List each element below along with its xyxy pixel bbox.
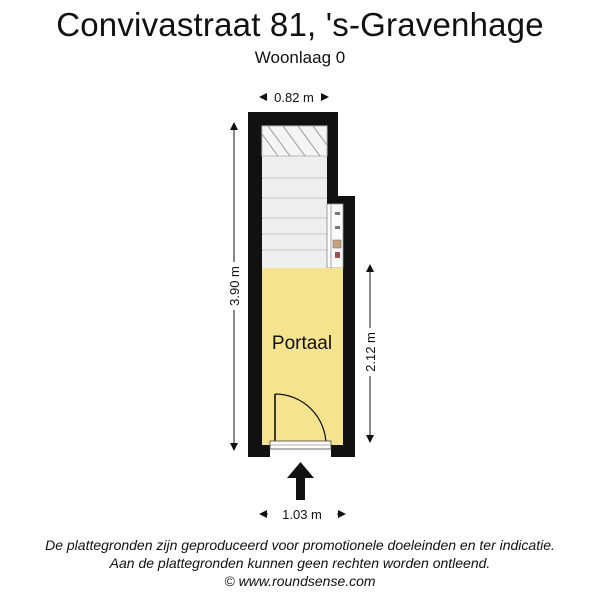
dimension-right-label: 2.12 m: [363, 332, 378, 372]
disclaimer-line-1: De plattegronden zijn geproduceerd voor promotionele doeleinden en ter indicatie.: [45, 537, 555, 553]
page-title: Convivastraat 81, 's-Gravenhage: [56, 6, 544, 43]
wall-right-upper: [327, 112, 338, 202]
wall-right-lower: [343, 196, 355, 457]
disclaimer: [0, 536, 600, 590]
dimension-right-height: [362, 265, 378, 442]
dimension-bottom-width: [260, 507, 345, 522]
dimension-left-label: 3.90 m: [227, 266, 242, 306]
dimension-top-label: 0.82 m: [274, 90, 314, 105]
copyright-link[interactable]: © www.roundsense.com: [224, 573, 376, 589]
stair-handrail: [327, 204, 331, 268]
room-portaal: [262, 268, 343, 445]
entrance-arrow-icon: [287, 462, 314, 500]
meter-cabinet: [331, 204, 343, 268]
dimension-top-width: [260, 90, 328, 105]
wall-bottom-left: [248, 445, 270, 457]
dimension-left-height: [226, 123, 242, 450]
disclaimer-line-2: Aan de plattegronden kunnen geen rechten worden ontleend.: [109, 555, 491, 571]
dimension-bottom-label: 1.03 m: [282, 507, 322, 522]
wall-bottom-right: [331, 445, 355, 457]
staircase: [262, 126, 331, 268]
floor-level-label: Woonlaag 0: [254, 48, 346, 67]
wall-left: [248, 112, 262, 457]
wall-top: [248, 112, 338, 126]
stair-landing-hatch: [262, 126, 327, 156]
room-label-portaal: Portaal: [271, 333, 333, 354]
